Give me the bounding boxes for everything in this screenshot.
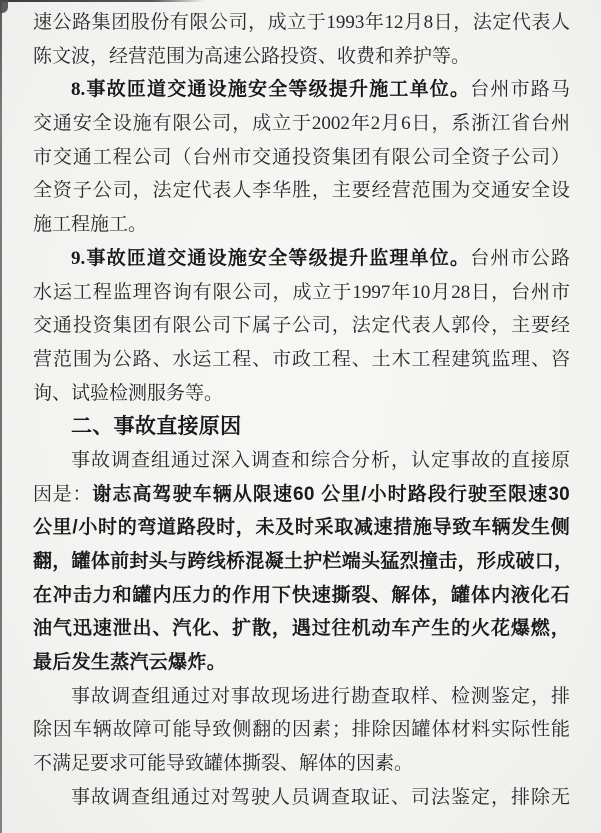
text-run: 不满足要求可能导致罐体撕裂、解体的因素。	[33, 753, 414, 775]
scan-edge-left-artifact	[0, 0, 2, 833]
text-line	[33, 781, 570, 815]
text-line	[33, 276, 570, 310]
text-run: 全资子公司，法定代表人李华胜，主要经营范围为交通安全设	[33, 180, 570, 202]
text-run: 事故调查组通过对事故现场进行勘查取样、检测鉴定，排	[71, 685, 570, 707]
section-heading	[33, 410, 570, 444]
text-line	[33, 545, 574, 579]
text-line	[33, 208, 570, 242]
document-body-text	[33, 6, 574, 815]
text-run: 二、事故直接原因	[71, 415, 242, 439]
text-line	[33, 107, 570, 141]
text-line	[33, 747, 570, 781]
text-line	[33, 612, 570, 646]
text-line	[33, 377, 570, 411]
text-run: 8.事故匝道交通设施安全等级提升施工单位。	[71, 79, 471, 101]
text-run: 台州市路马	[470, 79, 570, 101]
text-line	[33, 680, 570, 714]
text-run: 在冲击力和罐内压力的作用下快速撕裂、解体，罐体内液化石	[33, 584, 570, 606]
text-line	[33, 343, 570, 377]
text-line	[33, 713, 570, 747]
text-run: 速公路集团股份有限公司，成立于1993年12月8日，法定代表人	[33, 12, 570, 33]
text-line	[33, 6, 570, 40]
text-line	[33, 40, 570, 74]
text-run: 询、试验检测服务等。	[33, 382, 224, 404]
text-run: 翻，罐体前封头与跨线桥混凝土护栏端头猛烈撞击，形成破口，	[33, 551, 574, 572]
text-line	[33, 242, 570, 276]
text-run: 台州市公路	[470, 247, 570, 269]
text-run: 事故调查组通过深入调查和综合分析，认定事故的直接原	[71, 449, 570, 471]
text-run: 事故调查组通过对驾驶人员调查取证、司法鉴定，排除无	[71, 786, 570, 808]
text-run: 油气迅速泄出、汽化、扩散，遇过往机动车产生的火花爆燃，	[33, 618, 570, 640]
scan-edge-top-artifact	[0, 0, 205, 2]
text-run: 除因车辆故障可能导致侧翻的因素；排除因罐体材料实际性能	[33, 719, 570, 741]
text-line	[33, 309, 570, 343]
text-line	[33, 174, 570, 208]
text-run: 营范围为公路、水运工程、市政工程、土木工程建筑监理、咨	[33, 348, 570, 370]
text-run: 陈文波，经营范围为高速公路投资、收费和养护等。	[33, 45, 471, 67]
text-run: 公里/小时的弯道路段时，未及时采取减速措施导致车辆发生侧	[33, 517, 570, 539]
text-run: 交通投资集团有限公司下属子公司，法定代表人郭伶，主要经	[33, 315, 570, 337]
text-line	[33, 511, 570, 545]
scan-corner-mark	[0, 0, 8, 13]
text-run: 9.事故匝道交通设施安全等级提升监理单位。	[71, 247, 471, 269]
text-run: 交通安全设施有限公司，成立于2002年2月6日，系浙江省台州	[33, 113, 570, 135]
text-line	[33, 444, 570, 478]
text-line	[33, 579, 570, 613]
text-line	[33, 141, 570, 175]
text-line	[33, 478, 570, 512]
text-line	[33, 646, 570, 680]
text-line	[33, 73, 570, 107]
text-run: 最后发生蒸汽云爆炸。	[33, 652, 227, 674]
text-run: 市交通工程公司（台州市交通投资集团有限公司全资子公司）	[33, 146, 570, 168]
text-run: 施工程施工。	[33, 214, 148, 236]
text-run: 谢志高驾驶车辆从限速60 公里/小时路段行驶至限速30	[92, 483, 570, 505]
text-run: 因是：	[33, 483, 93, 505]
text-run: 水运工程监理咨询有限公司，成立于1997年10月28日，台州市	[33, 281, 570, 303]
